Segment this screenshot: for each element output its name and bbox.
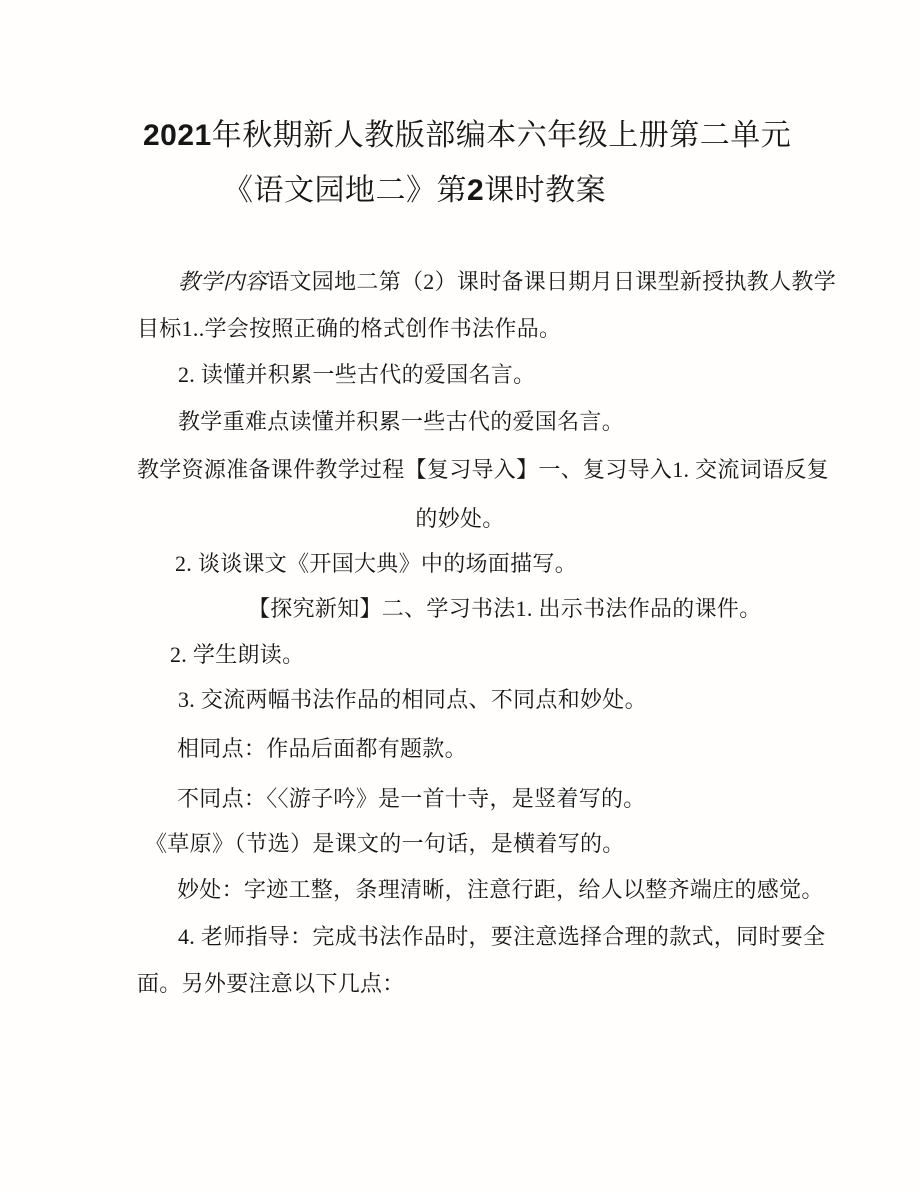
paragraph-line-goal-1: 目标1..学会按照正确的格式创作书法作品。 <box>137 316 562 341</box>
title-year-number: 2021 <box>143 119 212 152</box>
paragraph-line-guide-wrap: 面。另外要注意以下几点： <box>137 971 405 996</box>
title-line-2-post: 课时教案 <box>484 174 607 207</box>
teaching-content-text: 语文园地二第（2）课时备课日期月日课型新授执教人教学 <box>267 269 837 294</box>
paragraph-line-compare-works: 3. 交流两幅书法作品的相同点、不同点和妙处。 <box>178 687 647 712</box>
paragraph-line-review-2: 2. 谈谈课文《开国大典》中的场面描写。 <box>175 551 578 576</box>
document-title-line-2 <box>223 163 606 218</box>
title-lesson-number: 2 <box>467 174 485 207</box>
paragraph-line-merits: 妙处：字迹工整，条理清晰，注意行距，给人以整齐端庄的感觉。 <box>177 877 824 902</box>
document-title-line-1 <box>143 108 791 163</box>
paragraph-line-diff-points: 不同点：〈〈游子吟》是一首十寺，是竖着写的。 <box>177 786 646 811</box>
title-line-2-pre: 《语文园地二》第 <box>223 174 467 207</box>
paragraph-line-same-points: 相同点：作品后面都有题款。 <box>177 736 467 761</box>
title-line-1-text: 年秋期新人教版部编本六年级上册第二单元 <box>211 119 792 152</box>
paragraph-line-teaching-content <box>178 258 836 305</box>
paragraph-line-goal-2: 2. 读懂并积累一些古代的爱国名言。 <box>178 362 536 387</box>
paragraph-line-resources: 教学资源准备课件教学过程【复习导入】一、复习导入1. 交流词语反复 <box>137 457 829 482</box>
paragraph-line-overflow-center: 的妙处。 <box>415 506 505 531</box>
paragraph-line-explore-new: 【探究新知】二、学习书法1. 出示书法作品的课件。 <box>248 596 762 621</box>
paragraph-line-caoyuan: 《草原》（节选）是课文的一句话，是横着写的。 <box>145 831 625 856</box>
paragraph-line-students-read: 2. 学生朗读。 <box>170 642 305 667</box>
paragraph-line-teacher-guide: 4. 老师指导：完成书法作品时，要注意选择合理的款式，同时要全 <box>178 924 826 949</box>
teaching-content-label: 教学内容 <box>178 269 268 294</box>
paragraph-line-key-points: 教学重难点读懂并积累一些古代的爱国名言。 <box>178 409 625 434</box>
